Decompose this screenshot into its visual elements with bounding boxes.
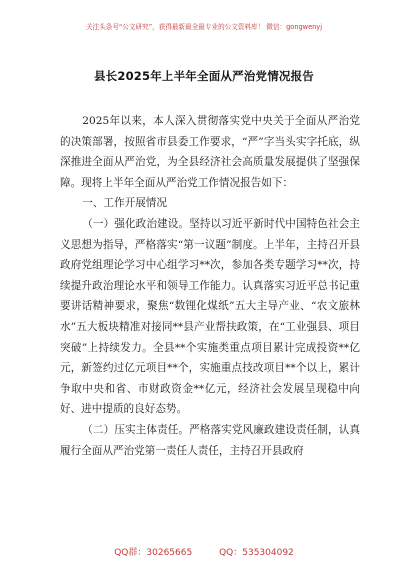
section-heading: 一、工作开展情况 xyxy=(82,197,167,210)
footer-qq-group: QQ群：30265665 xyxy=(114,548,193,558)
document-body xyxy=(60,111,360,461)
paragraph-main-responsibility: （二）压实主体责任。严格落实党风廉政建设责任制，认真履行全面从严治党第一责任人责任，主持召开县政府 xyxy=(60,423,360,457)
footer-qq: QQ：535304092 xyxy=(219,548,294,558)
document-title: 县长2025年上半年全面从严治党情况报告 xyxy=(93,69,314,83)
footer-contact xyxy=(0,545,408,558)
header-banner: 关注头条号“公文研究”，获得最新最全最专业的公文资料库！ 微信：gongwenyj xyxy=(85,23,323,31)
paragraph-political-construction: （一）强化政治建设。坚持以习近平新时代中国特色社会主义思想为指导，严格落实“第一议题”制度。上半年，主持召开县政府党组理论学习中心组学习**次，参加各类专题学习**次，持续提升政治理论水平和领导工作能力。认真落实习近平总书记重要讲话精神要求，聚焦“数锂化煤纸”五大主导产业、“农文旅林水”五大板块精准对接同**县产业帮扶政策，在“工业强县、项目突破”上持续发力。全县**个实施类重点项目累计完成投资**亿元，新签约过亿元项目**个，实施重点技改项目**个以上，累计争取中央和省、市财政资金**亿元，经济社会发展呈现稳中向好、进中提质的良好态势。 xyxy=(60,217,360,416)
intro-paragraph: 2025年以来，本人深入贯彻落实党中央关于全面从严治党的决策部署，按照省市县委工作要求，“严”字当头实字托底，纵深推进全面从严治党，为全县经济社会高质量发展提供了坚强保障。现将上半年全面从严治党工作情况报告如下： xyxy=(60,115,360,189)
